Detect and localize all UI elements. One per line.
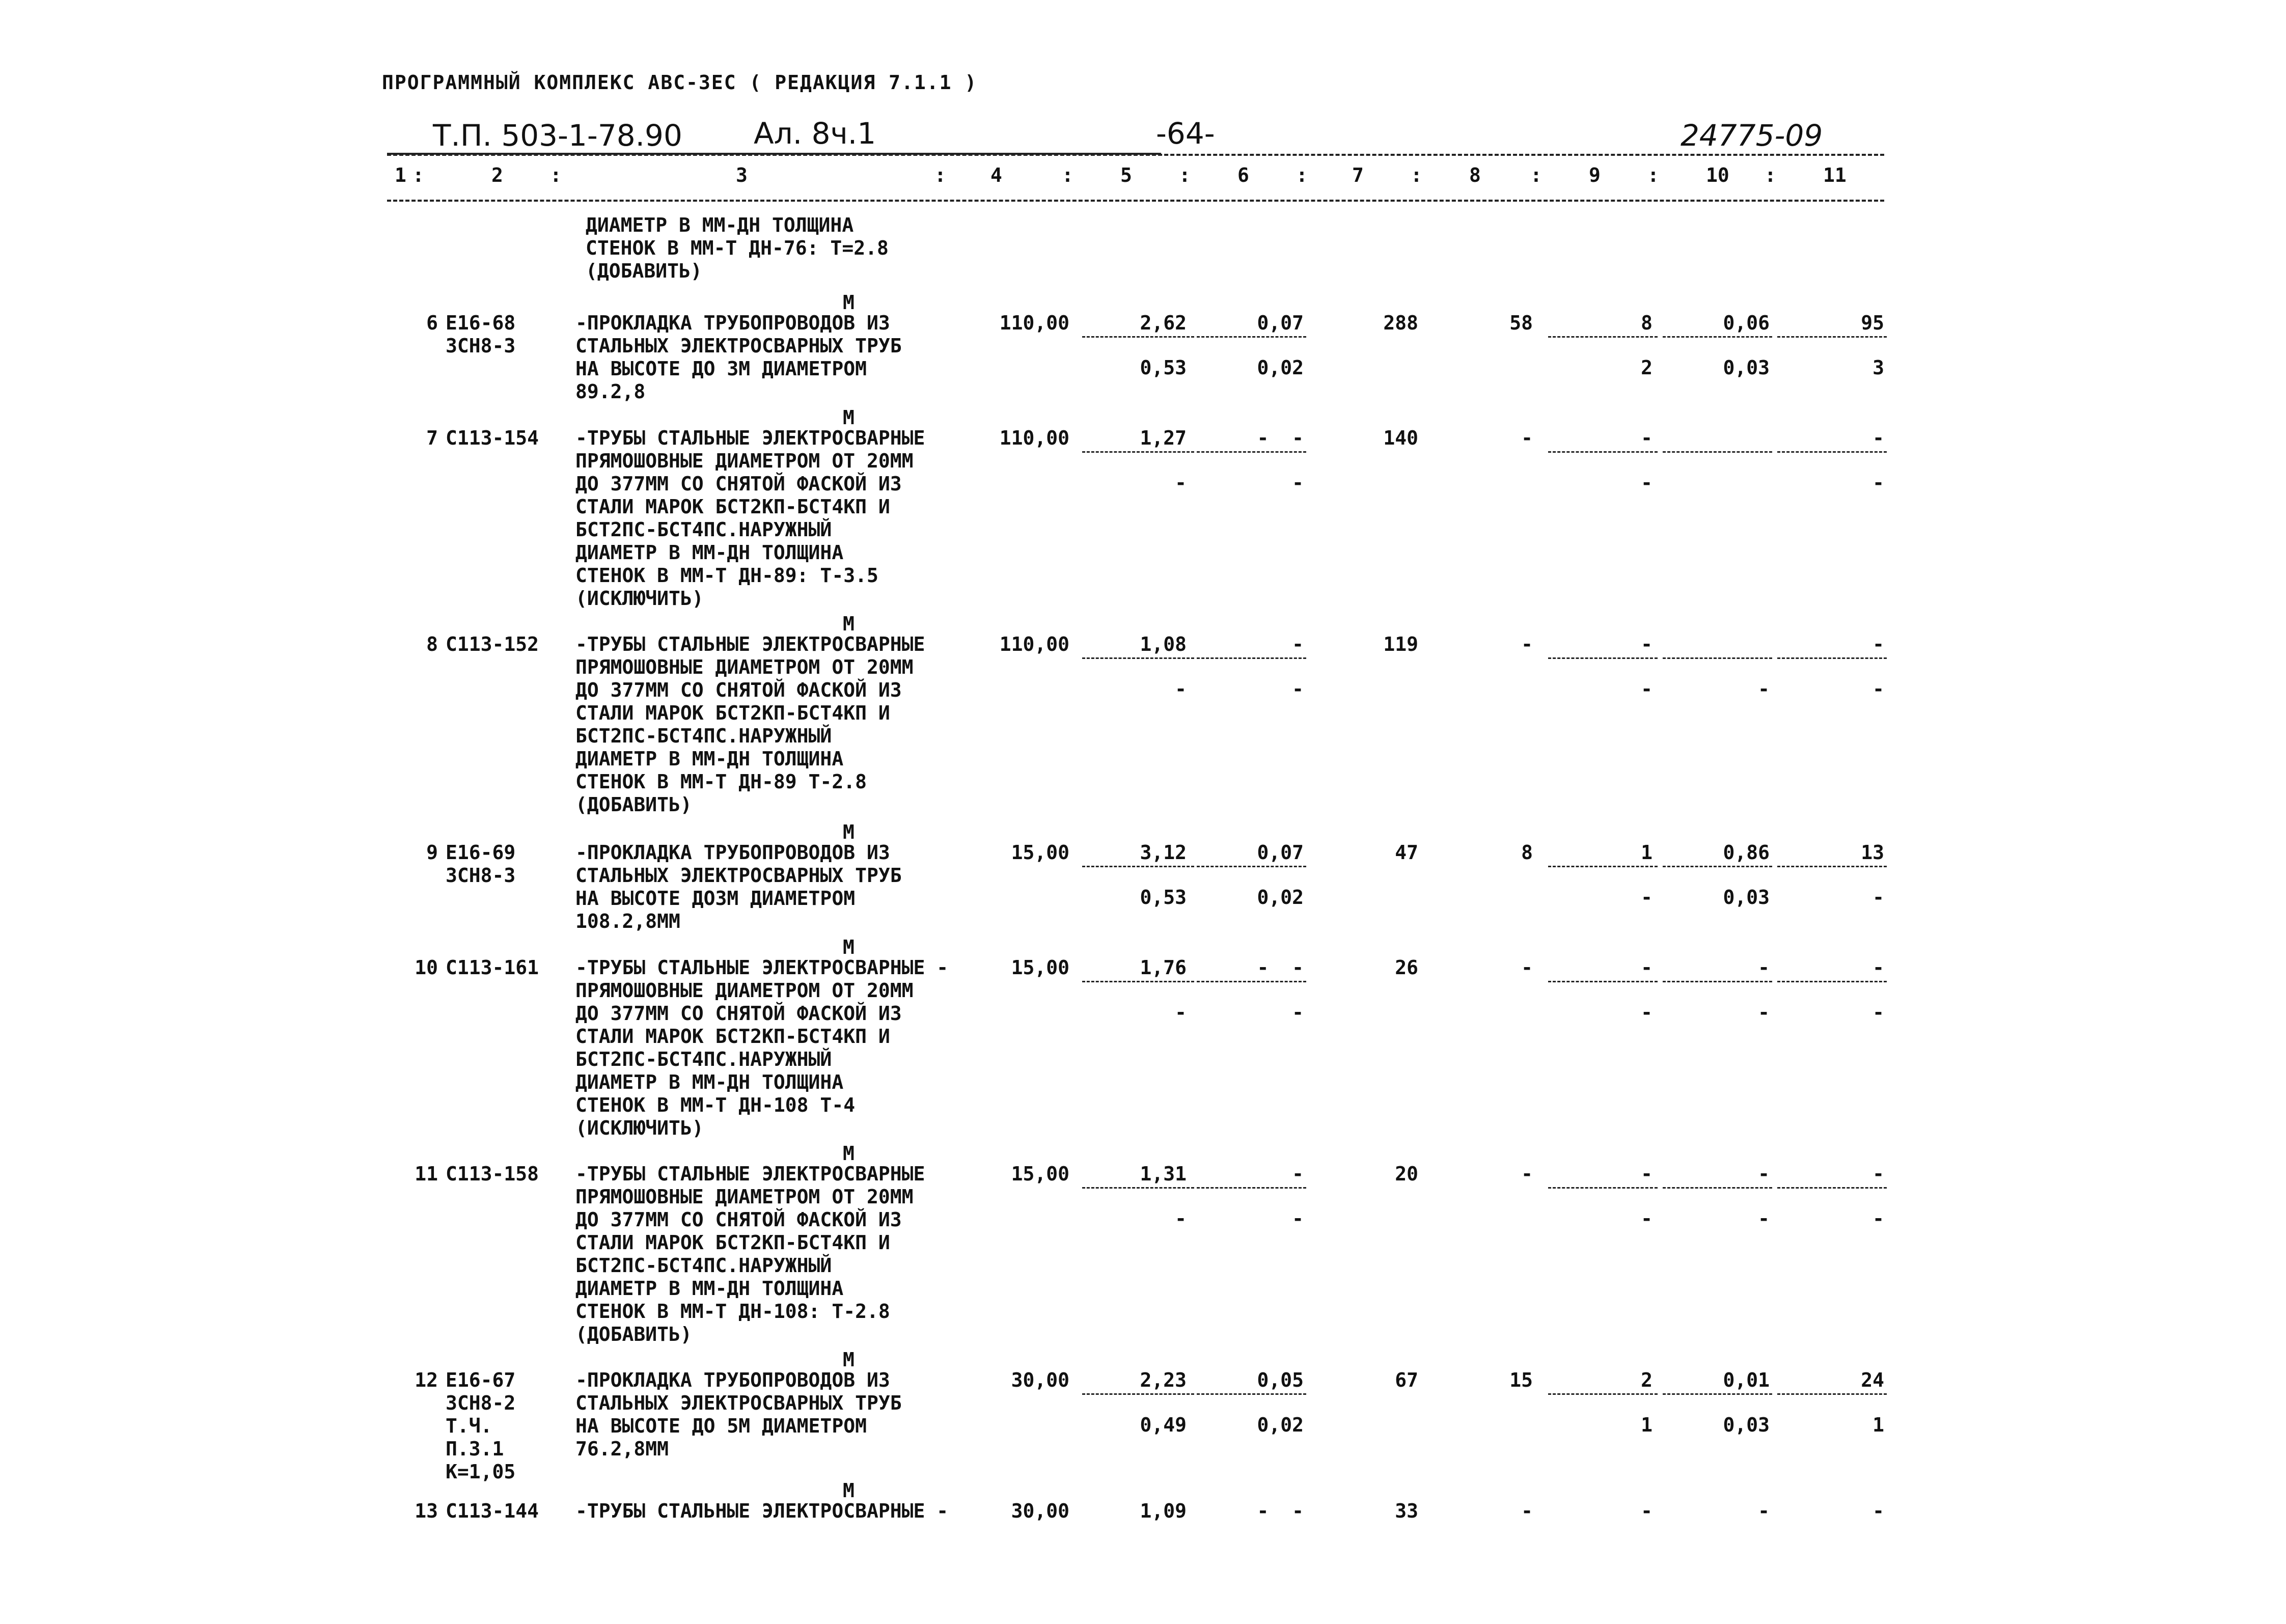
fraction-line [1197,451,1306,453]
row-description-line: -ПРОКЛАДКА ТРУБОПРОВОДОВ ИЗ [575,841,890,864]
cell-c10: - [1758,956,1770,979]
row-description-line: БСТ2ПС-БСТ4ПС.НАРУЖНЫЙ [575,518,832,541]
cell-c7: 26 [1395,956,1418,979]
cell-c4: 15,00 [1011,1163,1069,1185]
cell-c9: - [1641,1163,1652,1185]
cell-c11: - [1872,1163,1884,1185]
row-marker: М [843,406,855,429]
column-number-4: 4 [990,164,1002,186]
fraction-line [1082,657,1194,659]
row-description-line: ДИАМЕТР В ММ-ДН ТОЛЩИНА [575,1071,844,1093]
row-description-line: СТЕНОК В ММ-Т ДН-89: Т-3.5 [575,564,878,587]
fraction-line [1197,1187,1306,1189]
row-number: 6 [426,312,438,334]
cell-c7: 288 [1383,312,1418,334]
fraction-line [1548,657,1658,659]
cell-c5: - [1175,1207,1187,1230]
row-description-line: СТАЛЬНЫХ ЭЛЕКТРОСВАРНЫХ ТРУБ [575,335,902,357]
fraction-line [1663,1187,1772,1189]
column-separator: : [550,164,562,186]
column-number-5: 5 [1120,164,1132,186]
row-code: ЗСН8-2 [446,1392,516,1414]
cell-c5: 2,23 [1140,1369,1187,1391]
cell-c6: 0,07 [1257,312,1304,334]
row-number: 7 [426,427,438,449]
row-description-line: (ДОБАВИТЬ) [575,1323,692,1345]
row-description-line: ПРЯМОШОВНЫЕ ДИАМЕТРОМ ОТ 20ММ [575,450,914,472]
column-number-10: 10 [1706,164,1729,186]
fraction-line [1777,451,1887,453]
fraction-line [1082,981,1194,982]
cell-c5: 0,49 [1140,1414,1187,1436]
cell-c9: 8 [1641,312,1652,334]
cell-c9: - [1641,1001,1652,1024]
row-number: 11 [415,1163,438,1185]
cell-c8: - [1521,633,1533,655]
row-description-line: ДО 377ММ СО СНЯТОЙ ФАСКОЙ ИЗ [575,473,902,495]
row-number: 10 [415,956,438,979]
row-description-line: -ТРУБЫ СТАЛЬНЫЕ ЭЛЕКТРОСВАРНЫЕ [575,633,925,655]
column-number-9: 9 [1589,164,1601,186]
row-description-line: СТАЛИ МАРОК БСТ2КП-БСТ4КП И [575,496,890,518]
cell-c9: 2 [1641,1369,1652,1391]
column-number-3: 3 [736,164,748,186]
row-code: К=1,05 [446,1461,516,1483]
row-code: Е16-69 [446,841,516,864]
fraction-line [1548,1187,1658,1189]
cell-c5: 2,62 [1140,312,1187,334]
cell-c6: - [1292,472,1304,494]
document-code: 24775-09 [1681,118,1823,153]
column-number-6: 6 [1237,164,1249,186]
fraction-line [1777,1393,1887,1395]
cell-c10: 0,01 [1723,1369,1770,1391]
row-description-line: ПРЯМОШОВНЫЕ ДИАМЕТРОМ ОТ 20ММ [575,656,914,678]
cell-c8: 8 [1521,841,1533,864]
cell-c9: - [1641,633,1652,655]
column-separator: : [412,164,424,186]
cell-c6: - [1292,1163,1304,1185]
cell-c11: 1 [1872,1414,1884,1436]
row-description-line: БСТ2ПС-БСТ4ПС.НАРУЖНЫЙ [575,1048,832,1070]
cell-c9: - [1641,956,1652,979]
cell-c6: 0,07 [1257,841,1304,864]
fraction-line [1082,1393,1194,1395]
cell-c8: 15 [1509,1369,1533,1391]
row-code: С113-161 [446,956,539,979]
row-code: ЗСН8-3 [446,335,516,357]
column-separator: : [1296,164,1308,186]
row-code: С113-144 [446,1500,539,1522]
fraction-line [1197,981,1306,982]
cell-c6: - - [1257,956,1304,979]
cell-c9: - [1641,1207,1652,1230]
fraction-line [1777,1187,1887,1189]
cell-c7: 67 [1395,1369,1418,1391]
row-marker: М [843,613,855,635]
fraction-line [1777,336,1887,338]
cell-c10: 0,03 [1723,356,1770,379]
row-code: С113-154 [446,427,539,449]
fraction-line [1777,981,1887,982]
column-number-2: 2 [491,164,503,186]
row-code: С113-158 [446,1163,539,1185]
cell-c5: 0,53 [1140,356,1187,379]
cell-c11: - [1872,1001,1884,1024]
row-description-line: СТЕНОК В ММ-Т ДН-89 Т-2.8 [575,770,867,793]
row-description-line: -ТРУБЫ СТАЛЬНЫЕ ЭЛЕКТРОСВАРНЫЕ - [575,1500,949,1522]
row-description-line: СТАЛЬНЫХ ЭЛЕКТРОСВАРНЫХ ТРУБ [575,1392,902,1414]
column-separator: : [1062,164,1073,186]
row-marker: М [843,291,855,314]
cell-c9: - [1641,427,1652,449]
cell-c11: 24 [1861,1369,1884,1391]
cell-c6: 0,02 [1257,1414,1304,1436]
row-description-line: -ПРОКЛАДКА ТРУБОПРОВОДОВ ИЗ [575,1369,890,1391]
cell-c11: - [1872,472,1884,494]
row-description-line: -ТРУБЫ СТАЛЬНЫЕ ЭЛЕКТРОСВАРНЫЕ - [575,956,949,979]
cell-c5: 1,09 [1140,1500,1187,1522]
cell-c10: - [1758,1207,1770,1230]
fraction-line [1082,866,1194,867]
column-number-8: 8 [1469,164,1481,186]
cell-c7: 119 [1383,633,1418,655]
intro-line: ДИАМЕТР В ММ-ДН ТОЛЩИНА [586,214,854,236]
row-description-line: (ИСКЛЮЧИТЬ) [575,587,704,610]
row-description-line: БСТ2ПС-БСТ4ПС.НАРУЖНЫЙ [575,725,832,747]
cell-c6: - [1292,1207,1304,1230]
header-rule-bottom [387,200,1884,202]
fraction-line [1197,866,1306,867]
column-number-1: 1 [395,164,406,186]
row-description-line: НА ВЫСОТЕ ДО 5М ДИАМЕТРОМ [575,1415,867,1437]
cell-c11: - [1872,1207,1884,1230]
cell-c7: 140 [1383,427,1418,449]
row-description-line: СТАЛИ МАРОК БСТ2КП-БСТ4КП И [575,1231,890,1254]
sheet-id: Т.П. 503-1-78.90 [433,118,682,153]
cell-c11: - [1872,633,1884,655]
cell-c5: 1,27 [1140,427,1187,449]
fraction-line [1777,657,1887,659]
fraction-line [1548,1393,1658,1395]
row-description-line: СТАЛЬНЫХ ЭЛЕКТРОСВАРНЫХ ТРУБ [575,864,902,887]
cell-c4: 15,00 [1011,841,1069,864]
column-separator: : [1647,164,1659,186]
cell-c9: - [1641,678,1652,700]
row-description-line: ДИАМЕТР В ММ-ДН ТОЛЩИНА [575,748,844,770]
cell-c4: 110,00 [999,427,1069,449]
fraction-line [1548,336,1658,338]
cell-c7: 20 [1395,1163,1418,1185]
row-description-line: 76.2,8ММ [575,1438,669,1460]
header-rule-top [387,154,1884,156]
cell-c7: 33 [1395,1500,1418,1522]
cell-c5: - [1175,472,1187,494]
row-description-line: -ТРУБЫ СТАЛЬНЫЕ ЭЛЕКТРОСВАРНЫЕ [575,427,925,449]
row-description-line: ДО 377ММ СО СНЯТОЙ ФАСКОЙ ИЗ [575,679,902,701]
fraction-line [1082,451,1194,453]
cell-c5: - [1175,678,1187,700]
column-separator: : [1411,164,1422,186]
row-code: П.3.1 [446,1438,504,1460]
cell-c9: 2 [1641,356,1652,379]
row-description-line: (ДОБАВИТЬ) [575,793,692,816]
cell-c9: 1 [1641,1414,1652,1436]
cell-c10: - [1758,678,1770,700]
cell-c10: - [1758,1001,1770,1024]
fraction-line [1197,657,1306,659]
fraction-line [1777,866,1887,867]
cell-c10: 0,03 [1723,1414,1770,1436]
row-description-line: ДО 377ММ СО СНЯТОЙ ФАСКОЙ ИЗ [575,1002,902,1025]
cell-c6: - - [1257,1500,1304,1522]
row-marker: М [843,936,855,958]
cell-c9: - [1641,472,1652,494]
row-description-line: СТЕНОК В ММ-Т ДН-108 Т-4 [575,1094,856,1116]
cell-c6: - - [1257,427,1304,449]
cell-c10: 0,03 [1723,886,1770,909]
cell-c11: 3 [1872,356,1884,379]
row-description-line: ДО 377ММ СО СНЯТОЙ ФАСКОЙ ИЗ [575,1208,902,1231]
row-description-line: ДИАМЕТР В ММ-ДН ТОЛЩИНА [575,1277,844,1300]
row-marker: М [843,821,855,843]
cell-c6: - [1292,633,1304,655]
cell-c11: - [1872,678,1884,700]
cell-c4: 15,00 [1011,956,1069,979]
cell-c11: 95 [1861,312,1884,334]
row-marker: М [843,1479,855,1502]
row-description-line: -ПРОКЛАДКА ТРУБОПРОВОДОВ ИЗ [575,312,890,334]
cell-c6: 0,02 [1257,886,1304,909]
cell-c8: 58 [1509,312,1533,334]
cell-c7: 47 [1395,841,1418,864]
row-code: Т.Ч. [446,1415,492,1437]
row-number: 8 [426,633,438,655]
fraction-line [1663,336,1772,338]
row-code: Е16-67 [446,1369,516,1391]
row-number: 12 [415,1369,438,1391]
row-code: Е16-68 [446,312,516,334]
row-description-line: -ТРУБЫ СТАЛЬНЫЕ ЭЛЕКТРОСВАРНЫЕ [575,1163,925,1185]
fraction-line [1663,451,1772,453]
fraction-line [1082,336,1194,338]
row-description-line: СТАЛИ МАРОК БСТ2КП-БСТ4КП И [575,1025,890,1048]
cell-c5: 0,53 [1140,886,1187,909]
cell-c6: - [1292,1001,1304,1024]
fraction-line [1548,981,1658,982]
cell-c10: 0,86 [1723,841,1770,864]
row-number: 9 [426,841,438,864]
cell-c6: - [1292,678,1304,700]
cell-c9: - [1641,886,1652,909]
cell-c11: - [1872,1500,1884,1522]
fraction-line [1197,336,1306,338]
cell-c6: 0,02 [1257,356,1304,379]
cell-c10: - [1758,1500,1770,1522]
album-label: Ал. 8ч.1 [754,116,876,151]
column-number-11: 11 [1823,164,1847,186]
column-separator: : [1530,164,1542,186]
cell-c8: - [1521,1500,1533,1522]
cell-c11: - [1872,427,1884,449]
cell-c9: 1 [1641,841,1652,864]
row-code: ЗСН8-3 [446,864,516,887]
column-separator: : [934,164,946,186]
cell-c11: 13 [1861,841,1884,864]
intro-line: (ДОБАВИТЬ) [586,260,702,282]
program-header: ПРОГРАММНЫЙ КОМПЛЕКС АВС-ЗЕС ( РЕДАКЦИЯ 7.1.1 ) [382,71,978,94]
cell-c10: - [1758,1163,1770,1185]
cell-c6: 0,05 [1257,1369,1304,1391]
fraction-line [1663,866,1772,867]
row-description-line: НА ВЫСОТЕ ДО 3М ДИАМЕТРОМ [575,357,867,380]
cell-c8: - [1521,956,1533,979]
row-description-line: БСТ2ПС-БСТ4ПС.НАРУЖНЫЙ [575,1254,832,1277]
column-number-7: 7 [1352,164,1364,186]
cell-c5: 1,76 [1140,956,1187,979]
fraction-line [1082,1187,1194,1189]
row-description-line: СТАЛИ МАРОК БСТ2КП-БСТ4КП И [575,702,890,724]
cell-c5: 1,08 [1140,633,1187,655]
column-separator: : [1765,164,1776,186]
cell-c4: 30,00 [1011,1369,1069,1391]
fraction-line [1548,451,1658,453]
row-marker: М [843,1142,855,1165]
row-description-line: (ИСКЛЮЧИТЬ) [575,1117,704,1139]
fraction-line [1197,1393,1306,1395]
cell-c5: 1,31 [1140,1163,1187,1185]
row-code: С113-152 [446,633,539,655]
cell-c5: - [1175,1001,1187,1024]
row-description-line: 108.2,8ММ [575,910,680,932]
cell-c9: - [1641,1500,1652,1522]
row-description-line: ДИАМЕТР В ММ-ДН ТОЛЩИНА [575,541,844,564]
cell-c8: - [1521,1163,1533,1185]
fraction-line [1548,866,1658,867]
row-description-line: НА ВЫСОТЕ ДО3М ДИАМЕТРОМ [575,887,856,910]
page-number: -64- [1156,116,1215,151]
cell-c4: 110,00 [999,633,1069,655]
fraction-line [1663,657,1772,659]
fraction-line [1663,981,1772,982]
cell-c11: - [1872,956,1884,979]
row-number: 13 [415,1500,438,1522]
fraction-line [1663,1393,1772,1395]
intro-line: СТЕНОК В ММ-Т ДН-76: Т=2.8 [586,237,889,259]
row-marker: М [843,1348,855,1371]
row-description-line: СТЕНОК В ММ-Т ДН-108: Т-2.8 [575,1300,890,1323]
cell-c4: 110,00 [999,312,1069,334]
row-description-line: ПРЯМОШОВНЫЕ ДИАМЕТРОМ ОТ 20ММ [575,1186,914,1208]
row-description-line: ПРЯМОШОВНЫЕ ДИАМЕТРОМ ОТ 20ММ [575,979,914,1002]
column-separator: : [1179,164,1191,186]
cell-c4: 30,00 [1011,1500,1069,1522]
cell-c10: 0,06 [1723,312,1770,334]
row-description-line: 89.2,8 [575,380,646,403]
cell-c11: - [1872,886,1884,909]
cell-c8: - [1521,427,1533,449]
cell-c5: 3,12 [1140,841,1187,864]
